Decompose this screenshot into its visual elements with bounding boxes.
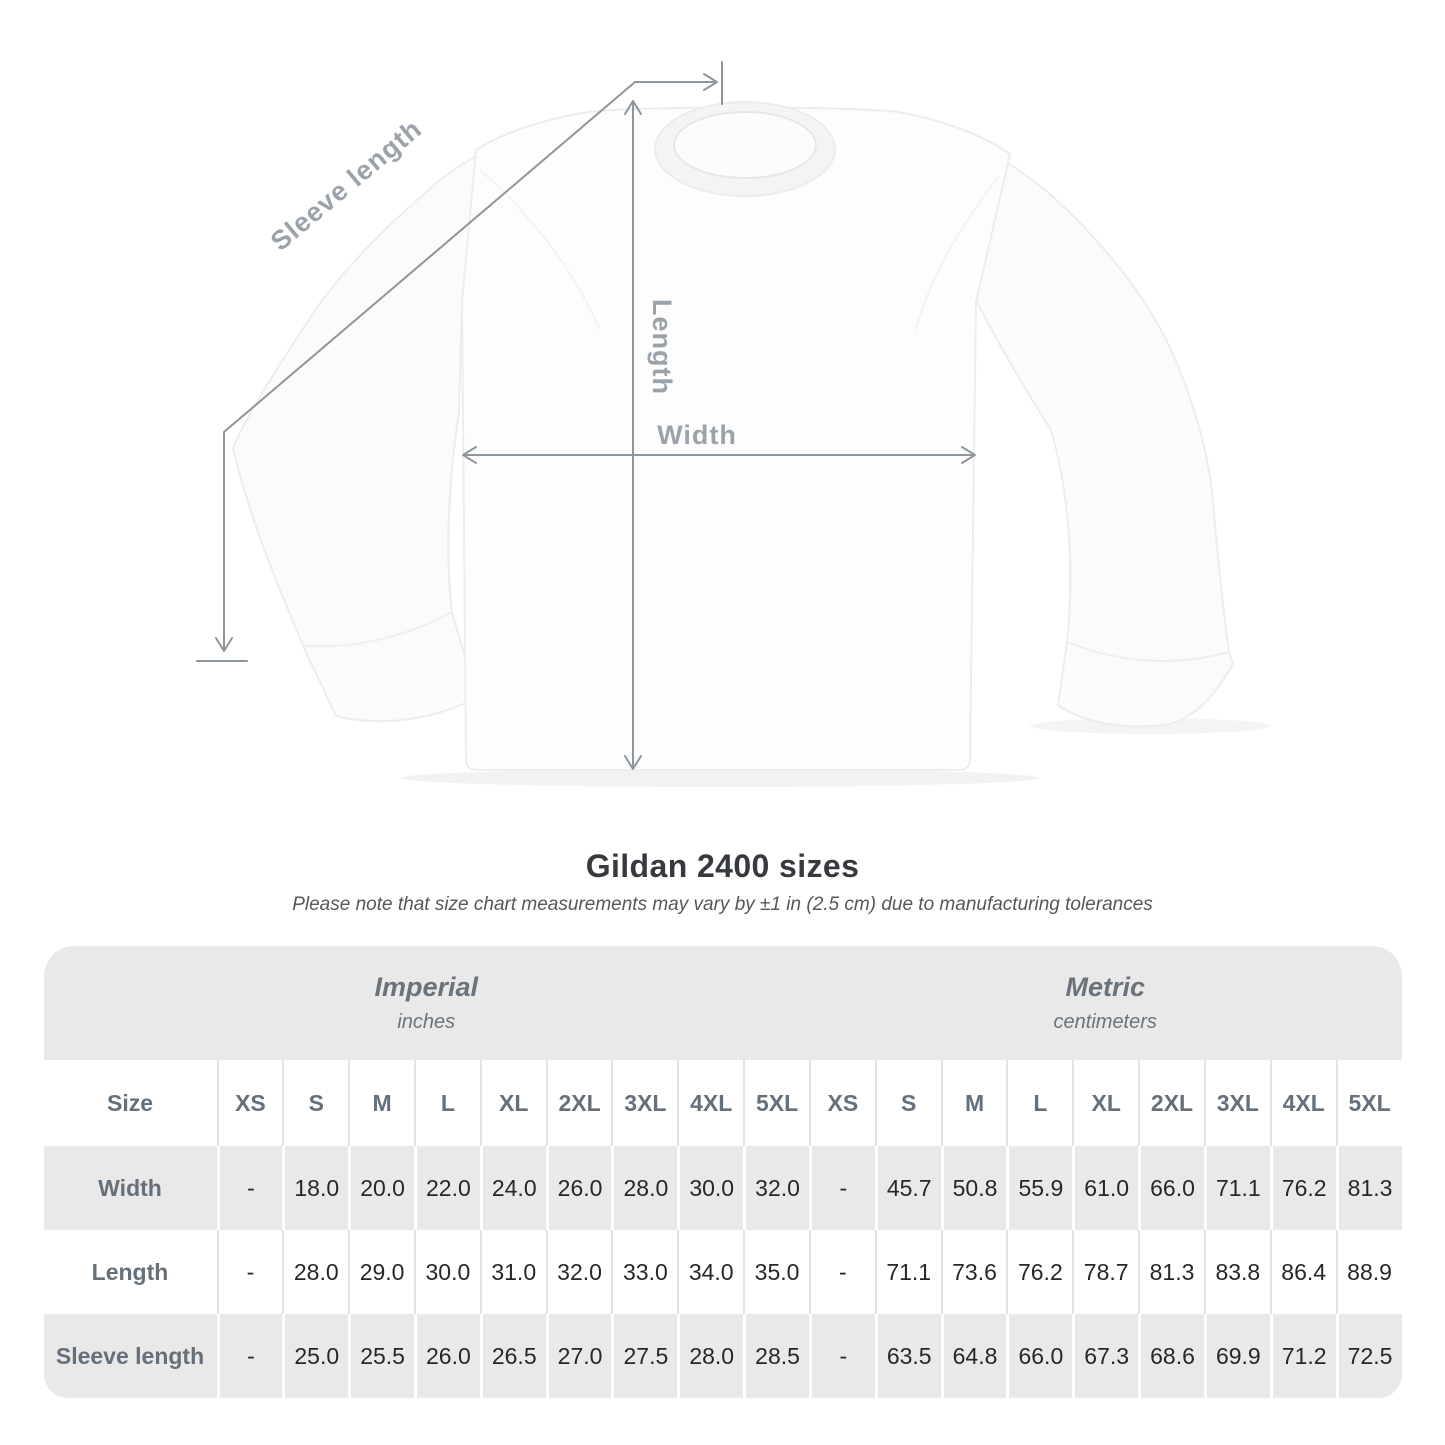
shirt-shadow	[400, 769, 1040, 787]
row-label: Width	[44, 1146, 217, 1230]
size-header-cell: L	[414, 1060, 480, 1146]
table-cell: 83.8	[1204, 1230, 1270, 1314]
size-header-cell: L	[1006, 1060, 1072, 1146]
table-cell: 55.9	[1006, 1146, 1072, 1230]
table-cell: 71.2	[1270, 1314, 1336, 1398]
table-cell: 61.0	[1072, 1146, 1138, 1230]
size-table-wrap	[44, 946, 1402, 1398]
length-label: Length	[647, 299, 677, 395]
table-cell: 35.0	[743, 1230, 809, 1314]
sleeve-length-row	[44, 1314, 1402, 1398]
table-cell: 81.3	[1336, 1146, 1402, 1230]
table-cell: 30.0	[414, 1230, 480, 1314]
table-cell: -	[809, 1230, 875, 1314]
size-table	[44, 946, 1402, 1398]
sleeve-length-label: Sleeve length	[264, 113, 428, 257]
table-cell: 33.0	[611, 1230, 677, 1314]
size-header-cell: 3XL	[1204, 1060, 1270, 1146]
collar-opening	[674, 112, 816, 178]
width-row	[44, 1146, 1402, 1230]
table-cell: 28.0	[677, 1314, 743, 1398]
table-cell: 64.8	[941, 1314, 1007, 1398]
table-cell: 18.0	[282, 1146, 348, 1230]
table-cell: 71.1	[1204, 1146, 1270, 1230]
table-cell: 32.0	[546, 1230, 612, 1314]
table-cell: 22.0	[414, 1146, 480, 1230]
size-col-header: Size	[44, 1060, 217, 1146]
table-cell: 71.1	[875, 1230, 941, 1314]
size-header-cell: XS	[217, 1060, 283, 1146]
table-cell: 26.0	[546, 1146, 612, 1230]
size-header-cell: XS	[809, 1060, 875, 1146]
size-header-cell: 3XL	[611, 1060, 677, 1146]
table-cell: 32.0	[743, 1146, 809, 1230]
size-header-cell: 5XL	[743, 1060, 809, 1146]
table-cell: 45.7	[875, 1146, 941, 1230]
table-cell: 26.0	[414, 1314, 480, 1398]
table-cell: 28.5	[743, 1314, 809, 1398]
size-header-cell: 2XL	[546, 1060, 612, 1146]
unit-group-row	[44, 946, 1402, 1060]
table-cell: 67.3	[1072, 1314, 1138, 1398]
imperial-group-label: Imperial	[374, 972, 478, 1003]
table-cell: 28.0	[282, 1230, 348, 1314]
table-cell: -	[217, 1314, 283, 1398]
table-cell: 73.6	[941, 1230, 1007, 1314]
page-title: Gildan 2400 sizes	[585, 848, 860, 884]
table-cell: 26.5	[480, 1314, 546, 1398]
tolerance-note: Please note that size chart measurements may vary by ±1 in (2.5 cm) due to manufacturing tolerances	[292, 894, 1153, 915]
heading-section	[0, 848, 1445, 916]
table-cell: 25.0	[282, 1314, 348, 1398]
metric-group-sublabel: centimeters	[1053, 1010, 1157, 1033]
length-row	[44, 1230, 1402, 1314]
metric-group-header	[809, 946, 1402, 1060]
size-header-cell: XL	[480, 1060, 546, 1146]
table-cell: 28.0	[611, 1146, 677, 1230]
table-cell: 66.0	[1006, 1314, 1072, 1398]
table-cell: 25.5	[348, 1314, 414, 1398]
table-cell: 76.2	[1270, 1146, 1336, 1230]
table-cell: -	[217, 1230, 283, 1314]
row-label: Length	[44, 1230, 217, 1314]
metric-group-label: Metric	[1065, 972, 1145, 1003]
table-cell: 29.0	[348, 1230, 414, 1314]
size-header-row	[44, 1060, 1402, 1146]
row-label: Sleeve length	[44, 1314, 217, 1398]
table-cell: 27.5	[611, 1314, 677, 1398]
size-header-cell: 5XL	[1336, 1060, 1402, 1146]
width-label: Width	[657, 420, 737, 450]
size-header-cell: 4XL	[677, 1060, 743, 1146]
table-cell: 24.0	[480, 1146, 546, 1230]
table-cell: 66.0	[1138, 1146, 1204, 1230]
size-header-cell: XL	[1072, 1060, 1138, 1146]
table-cell: 72.5	[1336, 1314, 1402, 1398]
table-cell: 31.0	[480, 1230, 546, 1314]
table-cell: -	[809, 1146, 875, 1230]
table-cell: 78.7	[1072, 1230, 1138, 1314]
size-header-cell: S	[875, 1060, 941, 1146]
table-cell: 34.0	[677, 1230, 743, 1314]
size-header-cell: M	[348, 1060, 414, 1146]
table-cell: 27.0	[546, 1314, 612, 1398]
size-header-cell: S	[282, 1060, 348, 1146]
table-cell: 63.5	[875, 1314, 941, 1398]
table-cell: -	[809, 1314, 875, 1398]
table-cell: 88.9	[1336, 1230, 1402, 1314]
table-cell: 69.9	[1204, 1314, 1270, 1398]
size-header-cell: M	[941, 1060, 1007, 1146]
table-cell: 30.0	[677, 1146, 743, 1230]
table-cell: 86.4	[1270, 1230, 1336, 1314]
table-cell: 68.6	[1138, 1314, 1204, 1398]
table-cell: 20.0	[348, 1146, 414, 1230]
size-header-cell: 2XL	[1138, 1060, 1204, 1146]
imperial-group-header	[44, 946, 809, 1060]
table-cell: -	[217, 1146, 283, 1230]
table-cell: 50.8	[941, 1146, 1007, 1230]
size-header-cell: 4XL	[1270, 1060, 1336, 1146]
table-cell: 76.2	[1006, 1230, 1072, 1314]
table-cell: 81.3	[1138, 1230, 1204, 1314]
imperial-group-sublabel: inches	[397, 1010, 456, 1033]
